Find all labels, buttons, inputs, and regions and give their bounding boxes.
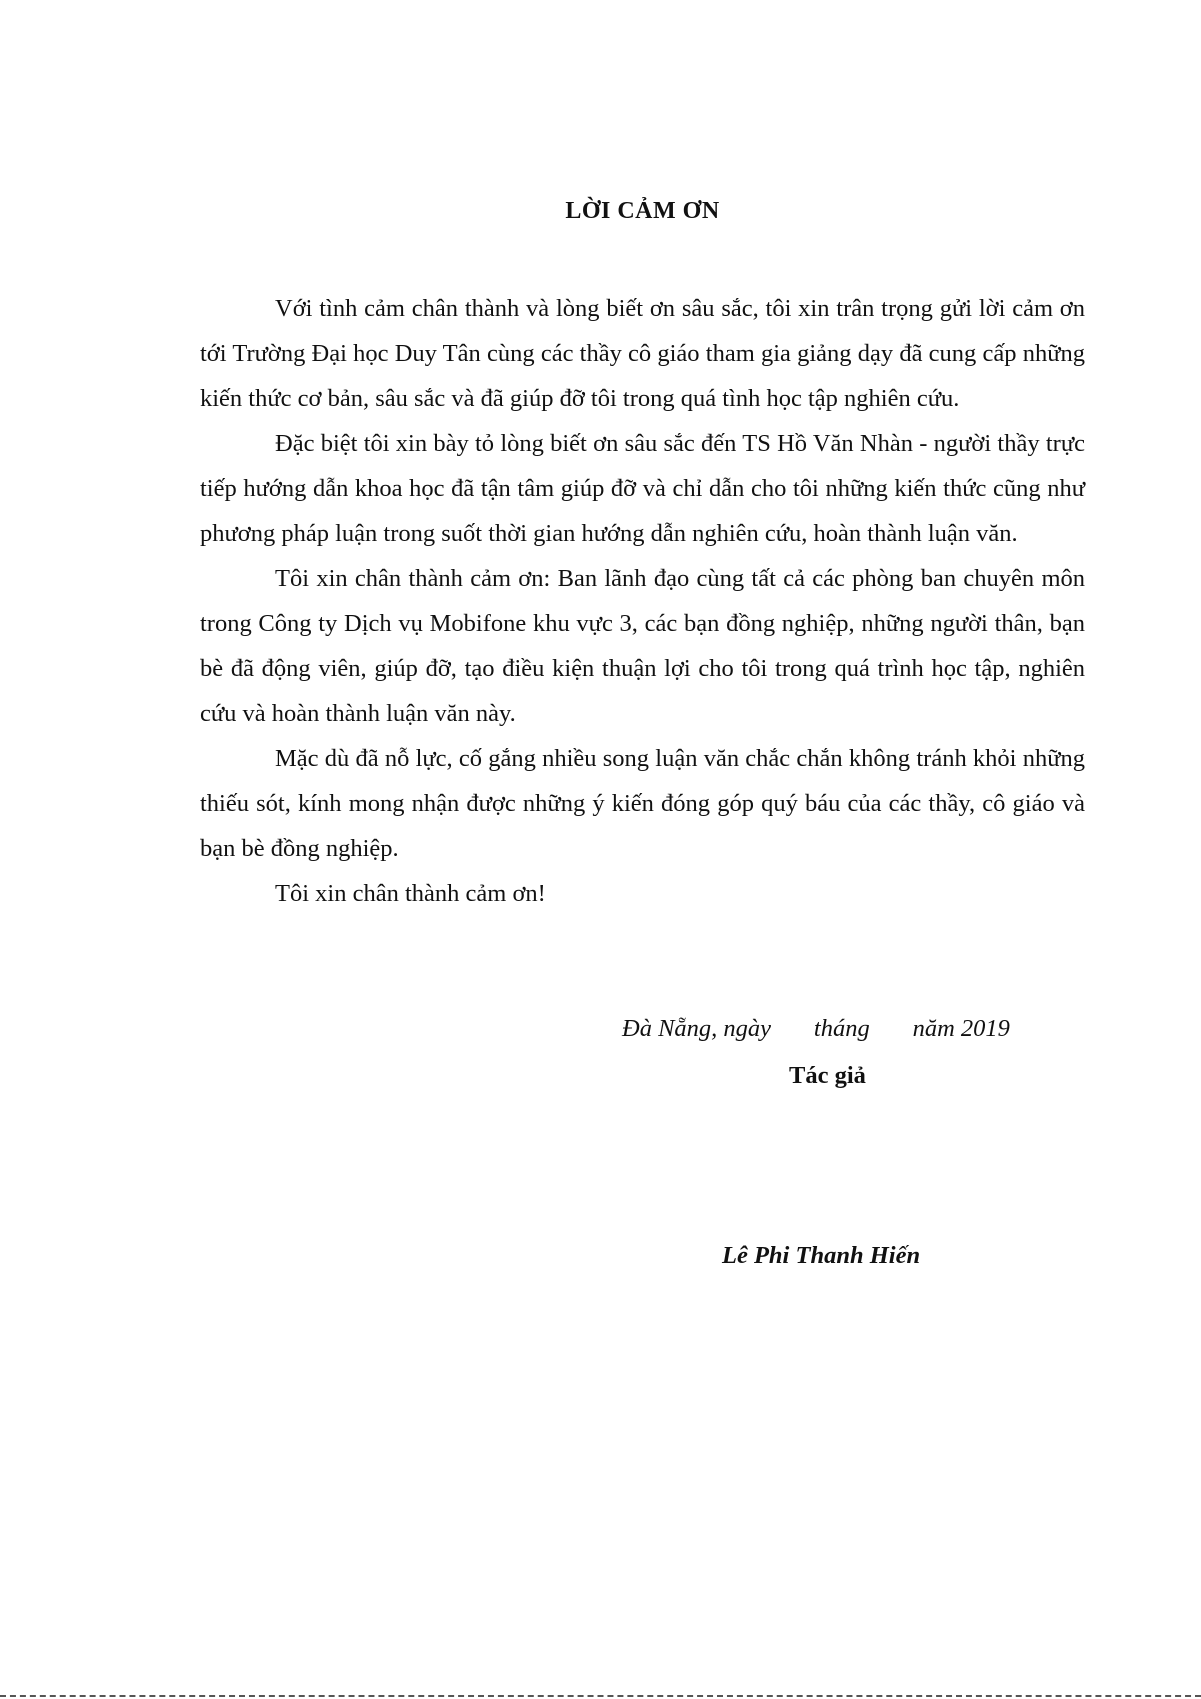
paragraph-limitations: Mặc dù đã nỗ lực, cố gắng nhiều song luận văn chắc chắn không tránh khỏi những thiếu sót, kính mong nhận được những ý kiến đóng góp quý báu của các thầy, cô giáo và bạn bè đồng nghiệp.	[200, 745, 1085, 862]
page-bottom-divider	[0, 1695, 1201, 1697]
paragraph-gratitude-supervisor: Đặc biệt tôi xin bày tỏ lòng biết ơn sâu sắc đến TS Hồ Văn Nhàn - người thầy trực tiếp hướng dẫn khoa học đã tận tâm giúp đỡ và chỉ dẫn cho tôi những kiến thức cũng như phương pháp luận trong suốt thời gian hướng dẫn nghiên cứu, hoàn thành luận văn.	[200, 430, 1085, 547]
author-label: Tác giả	[789, 1062, 866, 1089]
acknowledgement-body	[200, 286, 1085, 916]
paragraph-gratitude-company: Tôi xin chân thành cảm ơn: Ban lãnh đạo cùng tất cả các phòng ban chuyên môn trong Công ty Dịch vụ Mobifone khu vực 3, các bạn đồng nghiệp, những người thân, bạn bè đã động viên, giúp đỡ, tạo điều kiện thuận lợi cho tôi trong quá trình học tập, nghiên cứu và hoàn thành luận văn này.	[200, 565, 1085, 727]
page-title: LỜI CẢM ƠN	[565, 198, 720, 224]
date-place-line: Đà Nẵng, ngày tháng năm 2019	[622, 1015, 1010, 1042]
paragraph-gratitude-university: Với tình cảm chân thành và lòng biết ơn sâu sắc, tôi xin trân trọng gửi lời cảm ơn tới Trường Đại học Duy Tân cùng các thầy cô giáo tham gia giảng dạy đã cung cấp những kiến thức cơ bản, sâu sắc và đã giúp đỡ tôi trong quá tình học tập nghiên cứu.	[200, 295, 1085, 412]
author-name: Lê Phi Thanh Hiến	[722, 1242, 921, 1269]
paragraph-closing-thanks: Tôi xin chân thành cảm ơn!	[275, 880, 546, 907]
